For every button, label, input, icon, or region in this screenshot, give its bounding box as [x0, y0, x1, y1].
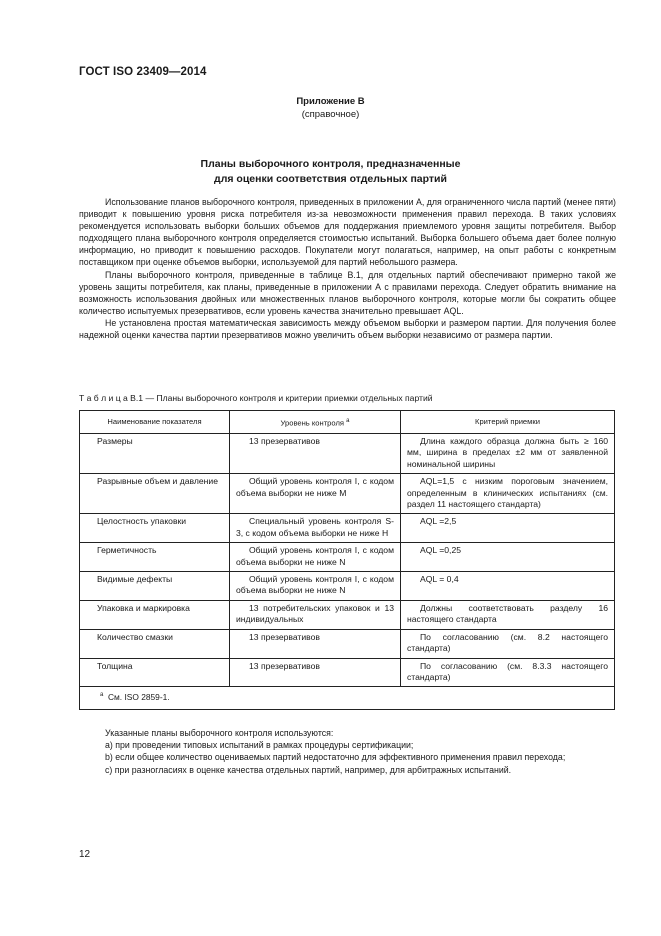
usage-list [79, 727, 616, 776]
table-row [80, 434, 615, 474]
criterion-cell: Должны соответствовать разделу 16 настоящего стандарта [401, 600, 615, 629]
indicator-cell: Видимые дефекты [80, 572, 230, 601]
body-text [79, 196, 616, 341]
indicator-cell: Размеры [80, 434, 230, 474]
indicator-cell: Разрывные объем и давление [80, 474, 230, 514]
footnote-mark: а [100, 692, 104, 699]
level-cell: Общий уровень контроля I, с кодом объема выборки не ниже N [230, 572, 401, 601]
table-footnote: $^а$ См. ISO 2859-1. [80, 687, 615, 709]
level-cell: Общий уровень контроля I, с кодом объема выборки не ниже N [230, 543, 401, 572]
usage-item: b) если общее количество оцениваемых партий недостаточно для эффективного применения правил перехода; [105, 752, 566, 763]
section-title-line-2: для оценки соответствия отдельных партий [214, 173, 447, 185]
section-title-line-1: Планы выборочного контроля, предназначенные [200, 158, 461, 170]
table-footnote-row [80, 687, 615, 709]
criterion-cell: AQL=1,5 с низким пороговым значением, определенным в клинических испытаниях (см. раздел 11 настоящего стандарта) [401, 474, 615, 514]
usage-item: с) при разногласиях в оценке качества отдельных партий, например, для арбитражных испытаний. [105, 764, 512, 775]
table-header-row [80, 411, 615, 434]
paragraph: Планы выборочного контроля, приведенные в таблице В.1, для отдельных партий обеспечивают примерно такой же уровень защиты потребителя, как планы, приведенные в приложении А с правилами перехода. Следует обратить внимание на возможность использования двойных или множественных планов выборочного контроля, которые могли бы сократить общее количество испытуемых презервативов, если уровень качества значительно превышает AQL. [79, 269, 616, 316]
indicator-cell: Упаковка и маркировка [80, 600, 230, 629]
column-header: Критерий приемки [401, 411, 615, 434]
page-number: 12 [79, 849, 91, 860]
criterion-cell: По согласованию (см. 8.3.3 настоящего стандарта) [401, 658, 615, 687]
table-row [80, 514, 615, 543]
section-title [0, 157, 661, 187]
level-cell: 13 презервативов [230, 434, 401, 474]
indicator-cell: Герметичность [80, 543, 230, 572]
criterion-cell: Длина каждого образца должна быть ≥ 160 мм, ширина в пределах ±2 мм от заявленной номинальной ширины [401, 434, 615, 474]
criterion-cell: AQL =2,5 [401, 514, 615, 543]
level-cell: 13 презервативов [230, 629, 401, 658]
table-row [80, 629, 615, 658]
table-row [80, 543, 615, 572]
level-cell: 13 потребительских упаковок и 13 индивидуальных [230, 600, 401, 629]
usage-intro: Указанные планы выборочного контроля используются: [105, 728, 334, 738]
footnote-mark: а [346, 417, 350, 424]
level-cell: 13 презервативов [230, 658, 401, 687]
table-row [80, 474, 615, 514]
table-row [80, 572, 615, 601]
paragraph: Использование планов выборочного контроля, приведенных в приложении А, для ограниченного числа партий (менее пяти) приводит к повышению уровня риска потребителя из-за невозможности применения правил перехода. В таких условиях рекомендуется использовать выборки больших объемов для поддержания приемлемого уровня защиты потребителя. Выбор подходящего плана выборочного контроля определяется стоимостью испытаний. Выборка большего объема дает более полную информацию, но приводит к повышению расходов. Покупатели могут полагаться, например, на опыт работы с конкретным поставщиком при оценке объемов выборки, используемой для партий небольшого размера. [79, 197, 616, 268]
appendix-title: Приложение В [296, 96, 365, 107]
column-header: Наименование показателя [80, 411, 230, 434]
column-header: Уровень контроля $^а$ [230, 411, 401, 434]
table-row [80, 658, 615, 687]
criterion-cell: AQL = 0,4 [401, 572, 615, 601]
appendix-subtitle: (справочное) [301, 109, 360, 120]
level-cell: Общий уровень контроля I, с кодом объема выборки не ниже М [230, 474, 401, 514]
sampling-plans-table [79, 410, 615, 710]
paragraph: Не установлена простая математическая зависимость между объемом выборки и размером партии. Для получения более надежной оценки качества партии презервативов можно увеличить объем выборки независимо от размера партии. [79, 317, 616, 341]
criterion-cell: По согласованию (см. 8.2 настоящего стандарта) [401, 629, 615, 658]
table-caption: Т а б л и ц а В.1 — Планы выборочного контроля и критерии приемки отдельных партий [79, 393, 433, 403]
criterion-cell: AQL =0,25 [401, 543, 615, 572]
document-header: ГОСТ ISO 23409—2014 [79, 66, 207, 78]
indicator-cell: Целостность упаковки [80, 514, 230, 543]
indicator-cell: Количество смазки [80, 629, 230, 658]
table-row [80, 600, 615, 629]
appendix-heading [0, 95, 661, 121]
indicator-cell: Толщина [80, 658, 230, 687]
level-cell: Специальный уровень контроля S-3, с кодом объема выборки не ниже Н [230, 514, 401, 543]
usage-item: а) при проведении типовых испытаний в рамках процедуры сертификации; [105, 740, 414, 751]
